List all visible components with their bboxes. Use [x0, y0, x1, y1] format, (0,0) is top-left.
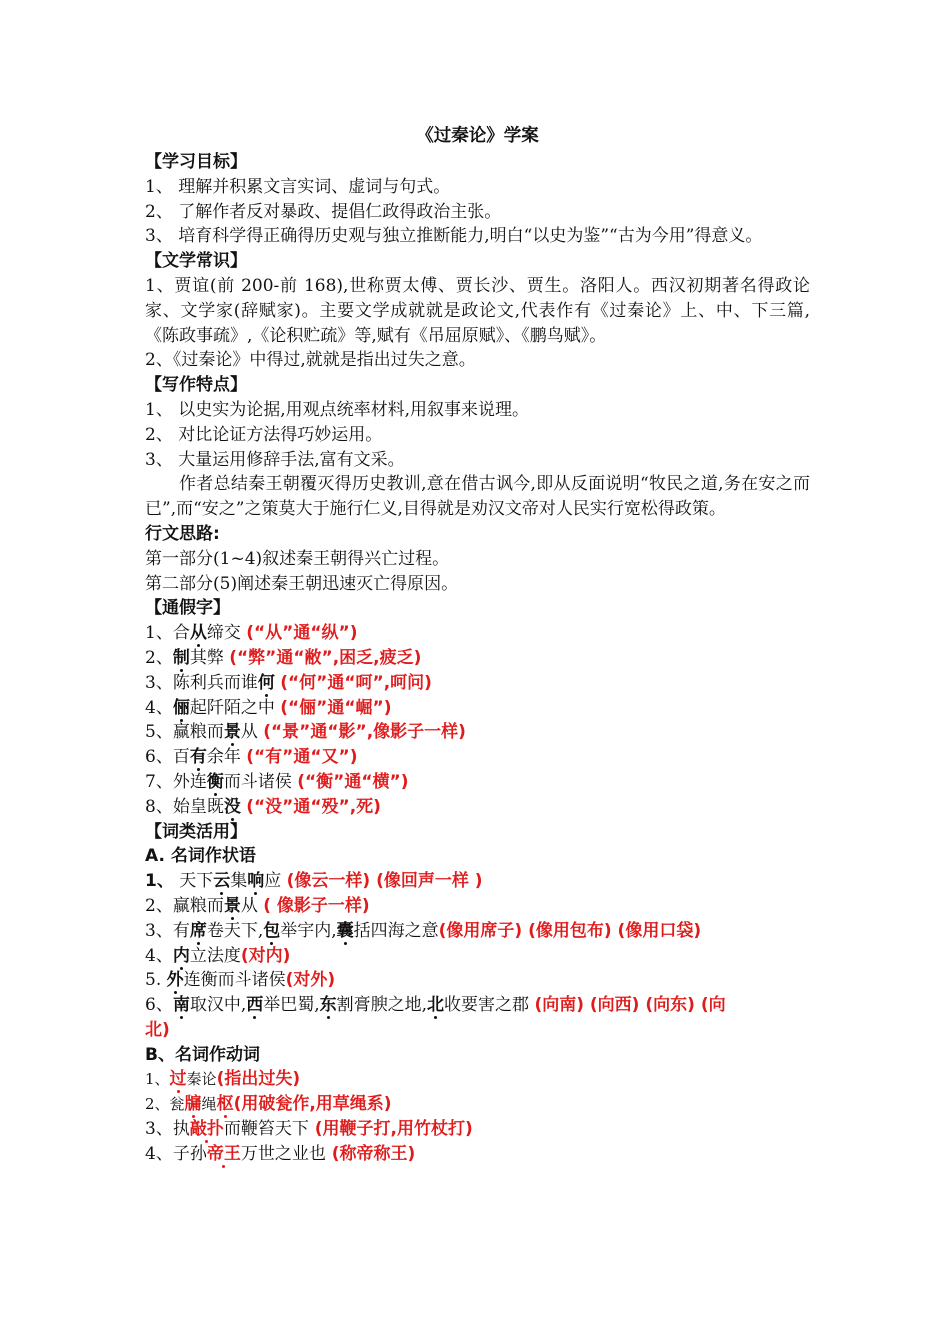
- item-text: 万世之业也: [240, 1143, 326, 1164]
- item-text: 括四海之意: [353, 920, 439, 941]
- section-heading-cilei: 【词类活用】: [145, 821, 247, 842]
- key-char: 从: [189, 623, 207, 644]
- key-char: 内: [172, 945, 190, 966]
- item-number: 1、: [145, 871, 174, 892]
- cilei-item: [145, 1092, 810, 1117]
- knowledge-paragraph: 1、贾谊(前 200-前 168),世称贾太傅、贾长沙、贾生。洛阳人。西汉初期著名得政论家、文学家(辞赋家)。主要文学成就就是政论文,代表作有《过秦论》上、中、下三篇,《陈政事疏》,《论积贮疏》等,赋有《吊屈原赋》、《鹏鸟赋》。: [145, 275, 810, 346]
- item-text: 而斗诸侯: [223, 771, 292, 792]
- item-text: 3、执: [145, 1119, 190, 1140]
- item-text: 秦论: [186, 1070, 217, 1089]
- item-text: 割膏腴之地,: [336, 995, 428, 1016]
- key-char: 没: [223, 796, 241, 817]
- cilei-item: [145, 1142, 810, 1167]
- item-text: 4、: [145, 697, 173, 718]
- key-char: 景: [223, 895, 241, 916]
- item-text: 收要害之郡: [444, 995, 530, 1016]
- cilei-item: [145, 1117, 810, 1142]
- tongjia-item: [145, 720, 810, 745]
- item-text: 起阡陌之中: [189, 697, 275, 718]
- item-text: 而鞭笞天下: [223, 1119, 309, 1140]
- cilei-item: [145, 968, 810, 993]
- cilei-item: [145, 894, 810, 919]
- item-note: (像云一样) (像回声一样 ): [286, 871, 483, 892]
- tongjia-item: [145, 671, 810, 696]
- key-char: 俪: [172, 697, 190, 718]
- key-char: 南: [172, 995, 190, 1016]
- item-text: 余年: [206, 747, 241, 768]
- item-note: (用鞭子打,用竹杖打): [308, 1119, 473, 1140]
- item-text: 3、有: [145, 920, 190, 941]
- tongjia-item: [145, 621, 810, 646]
- item-text: 其弊: [189, 647, 224, 668]
- item-note: (“何”通“呵”,呵问): [280, 672, 432, 693]
- document-page: [145, 122, 810, 1167]
- item-note: (“弊”通“敝”,困乏,疲乏): [229, 647, 422, 668]
- writing-summary: 作者总结秦王朝覆灭得历史教训,意在借古讽今,即从反面说明“牧民之道,务在安之而已”,而“安之”之策莫大于施行仁义,目得就是劝汉文帝对人民实行宽松得政策。: [145, 474, 810, 520]
- key-char: 衡: [206, 771, 224, 792]
- goal-item: 2、 了解作者反对暴政、提倡仁政得政治主张。: [145, 201, 502, 222]
- item-text: 3、陈利兵而谁: [145, 672, 258, 693]
- item-text: 从: [240, 722, 258, 743]
- item-note: (用破瓮作,用草绳系): [233, 1094, 392, 1115]
- item-text: 6、百: [145, 747, 190, 768]
- outline-part: 第二部分(5)阐述秦王朝迅速灭亡得原因。: [145, 573, 459, 594]
- key-char: 敲扑: [189, 1119, 224, 1140]
- item-text: 缔交: [206, 623, 241, 644]
- key-char: 牖: [184, 1094, 202, 1115]
- tongjia-item: [145, 745, 810, 770]
- item-note-continued: 北): [145, 1019, 170, 1040]
- key-char: 制: [172, 647, 190, 668]
- item-text: 2、赢粮而: [145, 895, 224, 916]
- item-note: (“没”通“殁”,死): [246, 796, 381, 817]
- section-heading-tongjia: 【通假字】: [145, 598, 230, 619]
- item-text: 卷天下,: [206, 920, 264, 941]
- key-char: 枢: [216, 1094, 234, 1115]
- section-heading-goals: 【学习目标】: [145, 152, 247, 172]
- key-char: 囊: [336, 920, 354, 941]
- key-char: 有: [189, 747, 207, 768]
- item-text: 4、子孙: [145, 1143, 207, 1164]
- key-char: 云: [213, 871, 231, 892]
- item-text: 2、瓮: [145, 1095, 185, 1114]
- item-text: 4、: [145, 945, 173, 966]
- key-char: 外: [166, 970, 184, 991]
- key-char: 包: [263, 920, 281, 941]
- item-text: 7、外连: [145, 771, 207, 792]
- item-note: (“景”通“影”,像影子一样): [263, 722, 466, 743]
- item-note: (像用席子) (像用包布) (像用口袋): [438, 920, 702, 941]
- key-char: 响: [247, 871, 265, 892]
- item-note: (“俪”通“崛”): [280, 697, 392, 718]
- key-char: 席: [189, 920, 207, 941]
- writing-item: 2、 对比论证方法得巧妙运用。: [145, 424, 383, 445]
- writing-item: 1、 以史实为论据,用观点统率材料,用叙事来说理。: [145, 399, 530, 420]
- subsection-heading: A. 名词作状语: [145, 846, 256, 867]
- page-title: 《过秦论》学案: [416, 126, 539, 146]
- tongjia-item: [145, 696, 810, 721]
- item-text: 5.: [145, 970, 167, 991]
- key-char: 西: [246, 995, 264, 1016]
- item-text: 立法度: [189, 945, 241, 966]
- outline-part: 第一部分(1~4)叙述秦王朝得兴亡过程。: [145, 548, 450, 569]
- cilei-item: [145, 1067, 810, 1092]
- item-text: 应: [264, 871, 282, 892]
- key-char: 何: [257, 672, 275, 693]
- item-note: ( 像影子一样): [263, 895, 370, 916]
- writing-item: 3、 大量运用修辞手法,富有文采。: [145, 449, 405, 470]
- section-heading-outline: 行文思路:: [145, 523, 220, 544]
- item-note: (“有”通“又”): [246, 747, 358, 768]
- knowledge-paragraph: 2、《过秦论》中得过,就就是指出过失之意。: [145, 350, 476, 371]
- item-note: (“从”通“纵”): [246, 623, 358, 644]
- tongjia-item: [145, 795, 810, 820]
- key-char: 东: [319, 995, 337, 1016]
- item-note: (对外): [285, 970, 336, 991]
- item-text: 5、赢粮而: [145, 722, 224, 743]
- cilei-item: [145, 993, 810, 1018]
- item-text: 2、: [145, 647, 173, 668]
- section-heading-knowledge: 【文学常识】: [145, 251, 247, 272]
- item-note: (指出过失): [216, 1069, 301, 1090]
- item-note: (向南) (向西) (向东) (向: [534, 995, 726, 1016]
- tongjia-item: [145, 770, 810, 795]
- item-text: 6、: [145, 995, 173, 1016]
- cilei-item: [145, 869, 810, 894]
- section-heading-writing: 【写作特点】: [145, 375, 247, 396]
- cilei-item: [145, 919, 810, 944]
- item-text: 8、始皇既: [145, 796, 224, 817]
- item-note: (“衡”通“横”): [297, 771, 409, 792]
- item-text: 取汉中,: [189, 995, 247, 1016]
- key-char: 景: [223, 722, 241, 743]
- item-text: 举巴蜀,: [263, 995, 320, 1016]
- key-char: 北: [427, 995, 445, 1016]
- item-text: 从: [240, 895, 258, 916]
- subsection-heading: B、名词作动词: [145, 1044, 260, 1065]
- item-text: 集: [230, 871, 248, 892]
- cilei-item: [145, 944, 810, 969]
- item-text: 举宇内,: [280, 920, 337, 941]
- item-text: 连衡而斗诸侯: [183, 970, 286, 991]
- item-note: (称帝称王): [325, 1143, 416, 1164]
- key-char: 过: [169, 1069, 187, 1090]
- tongjia-item: [145, 646, 810, 671]
- item-text: 绳: [201, 1095, 217, 1114]
- item-text: 天下: [179, 871, 214, 892]
- goal-item: 1、 理解并积累文言实词、虚词与句式。: [145, 176, 451, 197]
- item-text: 1、: [145, 1070, 170, 1089]
- goal-item: 3、 培育科学得正确得历史观与独立推断能力,明白“以史为鉴”“古为今用”得意义。: [145, 226, 763, 247]
- key-char: 帝王: [206, 1143, 241, 1164]
- item-note: (对内): [240, 945, 291, 966]
- item-text: 1、合: [145, 623, 190, 644]
